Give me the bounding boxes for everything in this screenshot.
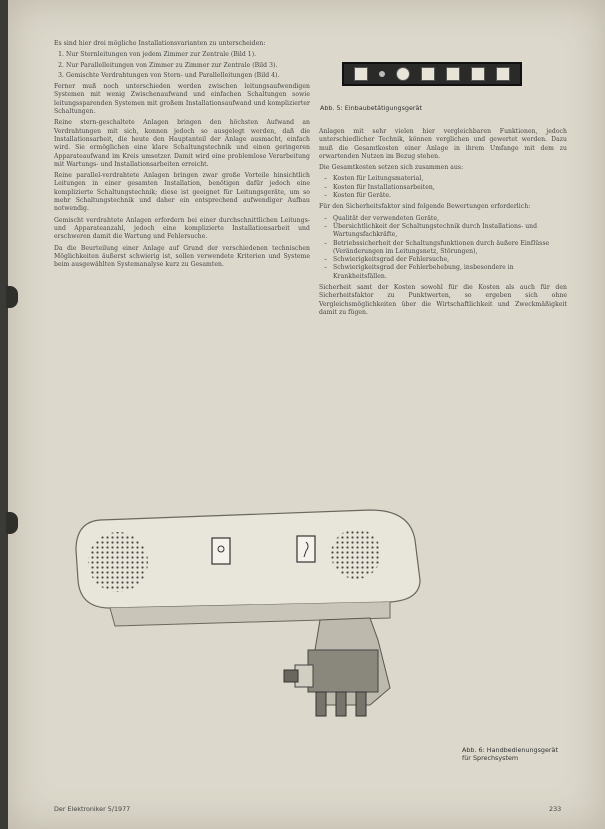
page-number: 233 bbox=[549, 805, 562, 813]
criteria-list bbox=[319, 215, 567, 281]
installation-variant-list bbox=[54, 51, 310, 80]
list-item: – Qualität der verwendeten Geräte, bbox=[333, 215, 567, 223]
figure-6-handset-device bbox=[70, 500, 490, 740]
list-item: – Betriebssicherheit der Schaltungsfunktionen durch äußere Einflüsse (Veränderungen im Leitungsnetz, Störungen), bbox=[333, 240, 567, 257]
panel-key-icon bbox=[471, 67, 485, 81]
panel-key-icon bbox=[354, 67, 368, 81]
list-item: – Übersichtlichkeit der Schaltungstechnik durch Installations- und Wartungsfachkräfte, bbox=[333, 223, 567, 240]
figure-5-caption: Abb. 5: Einbaubetätigungsgerät bbox=[320, 104, 422, 112]
punch-hole bbox=[6, 286, 18, 308]
panel-key-icon bbox=[496, 67, 510, 81]
list-item: – Schwierigkeitsgrad der Fehlersuche, bbox=[333, 256, 567, 264]
list-item: 2. Nur Parallelleitungen von Zimmer zu Zimmer zur Zentrale (Bild 3). bbox=[66, 62, 310, 70]
left-text-column bbox=[54, 40, 310, 272]
body-paragraph: Reine stern-geschaltete Anlagen bringen den höchsten Aufwand an Verdrahtungen mit sich, konnen jedoch so ausgelegt werden, daß die Installationsarbeit, die heute den Hauptanteil der Anlage ausmacht, einfach wird. Sie ermöglichen eine klare Schaltungstechnik und einen geringeren Apparateaufwand im Kreis umsetzer. Damit wird eine problemlose Verarbeitung mit Wartungs- und Installationsarbeiten erreicht. bbox=[54, 119, 310, 168]
body-paragraph: Da die Beurteilung einer Anlage auf Grund der verschiedenen technischen Möglichkeiten äußerst schwierig ist, sollen verwendete Kriterien und Systeme beim ausgewählten Systemanalyse kurz zu Gesamten. bbox=[54, 244, 310, 269]
list-item: – Schwierigkeitsgrad der Fehlerbehebung, insbesondere in Krankheitsfällen. bbox=[333, 264, 567, 281]
handset-button-icon bbox=[212, 538, 230, 564]
body-paragraph: Reine parallel-verdrahtete Anlagen bringen zwar große Vorteile hinsichtlich Leitungen in einer gesamten Installation, benötigen dafür jedoch eine komplizierte Schaltungstechnik; diese ist geeignet für Leitungsgeräte, um so mehr Schaltungstechnik und daher ein entsprechend aufwendiger Aufbau notwendig. bbox=[54, 172, 310, 213]
intro-paragraph: Es sind hier drei mögliche Installationsvarianten zu unterscheiden: bbox=[54, 40, 266, 47]
list-item: – Kosten für Leitungsmaterial, bbox=[333, 175, 567, 183]
list-item: – Kosten für Installationsarbeiten, bbox=[333, 184, 567, 192]
punch-hole bbox=[6, 512, 18, 534]
figure-6-caption bbox=[462, 746, 572, 762]
handset-button-icon bbox=[297, 536, 315, 562]
body-paragraph: Ferner muß noch unterschieden werden zwischen leitungsaufwendigen Systemen mit wenig Zwischenaufwand und einfachen Schaltungen sowie leitungssparenden Systemen mit großem Installationsaufwand und komplizierter Schaltungen. bbox=[54, 83, 310, 116]
body-paragraph: Sicherheit samt der Kosten sowohl für die Kosten als auch für den Sicherheitsfaktor zu Punktwerten, so ergeben sich ohne Vergleichsmöglichkeiten über die Wirtschaftlichkeit und Zweckmäßigkeit damit zu fügen. bbox=[319, 284, 567, 316]
body-paragraph: Gemischt verdrahtete Anlagen erfordern bei einer durchschnittlichen Leitungs- und Apparateanzahl, jedoch eine komplizierte Installationsarbeit und erschweren damit die Wartung und Fehlersuche. bbox=[54, 216, 310, 241]
list-item: 3. Gemischte Verdrahtungen von Stern- und Parallelleitungen (Bild 4). bbox=[66, 72, 310, 80]
footer-publication: Der Elektroniker 5/1977 bbox=[54, 805, 131, 813]
panel-dial-icon bbox=[396, 67, 410, 81]
figure-5-control-panel bbox=[342, 62, 522, 86]
caption-line: Abb. 6: Handbedienungsgerät bbox=[462, 746, 558, 754]
list-item: – Kosten für Geräte. bbox=[333, 192, 567, 200]
body-paragraph: Für den Sicherheitsfaktor sind folgende Bewertungen erforderlich: bbox=[319, 203, 531, 211]
panel-indicator-icon bbox=[379, 71, 385, 77]
panel-key-icon bbox=[421, 67, 435, 81]
cost-list bbox=[319, 175, 567, 200]
body-paragraph: Die Gesamtkosten setzen sich zusammen aus: bbox=[319, 164, 464, 172]
caption-line: für Sprechsystem bbox=[462, 754, 519, 762]
panel-key-icon bbox=[446, 67, 460, 81]
body-paragraph: Anlagen mit sehr vielen hier vergleichbaren Funktionen, jedoch unterschiedlicher Technik, können verglichen und gewertet werden. Dazu muß die Gesamtkosten einer Anlage in ihrem Umfange mit dem zu erwartenden Nutzen im Bezug stehen. bbox=[319, 128, 567, 160]
list-item: 1. Nur Sternleitungen von jedem Zimmer zur Zentrale (Bild 1). bbox=[66, 51, 310, 59]
right-text-column bbox=[319, 128, 567, 320]
